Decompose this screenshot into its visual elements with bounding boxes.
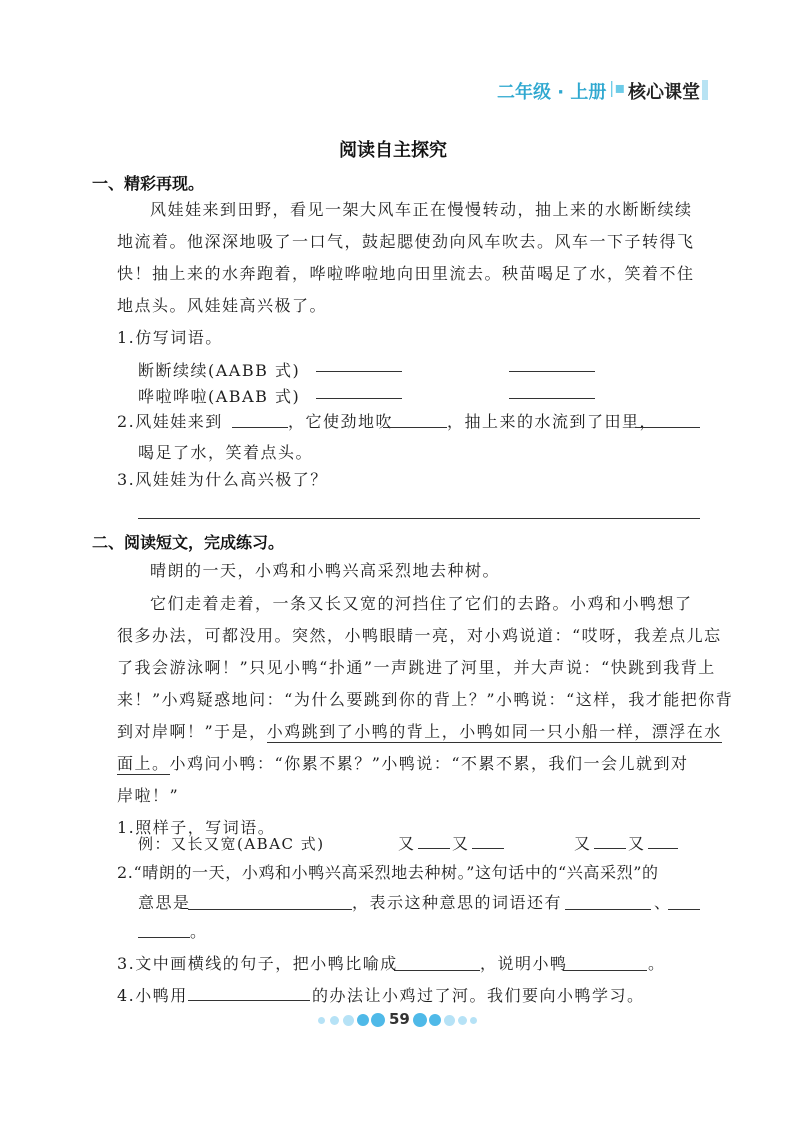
footer-dot-left-4 [357,1014,369,1026]
s2-q2-line1: 2.“晴朗的一天，小鸡和小鸭兴高采烈地去种树。”这句话中的“兴高采烈”的 [117,863,659,882]
s2-q1-example: 例：又长又宽(ABAC 式) [138,835,325,853]
footer-dot-left-2 [330,1016,339,1025]
footer-dot-right-4 [458,1016,467,1025]
footer-dot-right-5 [470,1017,477,1024]
section1-passage-line-1: 风娃娃来到田野，看见一架大风车正在慢慢转动，抽上来的水断断续续 [150,200,693,219]
section1-passage-line-3: 快！抽上来的水奔跑着，哗啦哗啦地向田里流去。秧苗喝足了水，笑着不住 [117,264,695,283]
s2-q1-b-blank-2[interactable] [648,848,678,849]
s2-q1-b-you-1: 又 [574,834,592,853]
footer-dot-left-1 [318,1017,325,1024]
s1-q2-blank-3[interactable] [636,427,700,428]
s1-q2-part1: 2.风娃娃来到 [117,412,223,431]
s1-q1-row1-answer-a[interactable] [316,371,402,372]
s1-q2-part3: ，抽上来的水流到了田里， [447,412,658,431]
header-grade: 二年级 · 上册 [497,82,607,103]
section2-passage-line-7: 岸啦！” [117,786,180,805]
s2-q1-a-you-2: 又 [452,834,470,853]
s1-q1-row1-label: 断断续续(AABB 式) [138,361,301,380]
footer-dot-left-3 [343,1015,354,1026]
s2-q2-part3: 、 [654,893,672,912]
s1-q1-row2-answer-b[interactable] [509,398,595,399]
s1-q1-label: 1.仿写词语。 [117,328,223,347]
s2-q2-blank-2[interactable] [565,909,651,910]
s2-q2-part1: 意思是 [138,893,191,912]
footer-dot-right-3 [444,1015,455,1026]
page-number: 59 [389,1010,410,1028]
s1-q2-blank-1[interactable] [232,427,288,428]
s2-q1-a-blank-1[interactable] [418,848,450,849]
section2-passage-line-6 [117,748,689,780]
s2-q4-blank-1[interactable] [188,1000,310,1001]
s1-q1-row1-answer-b[interactable] [509,371,595,372]
line5-pre: 到对岸啊！”于是， [117,722,267,741]
section2-passage-line-4: 来！”小鸡疑惑地问：“为什么要跳到你的背上？”小鸭说：“这样，我才能把你背 [117,690,734,709]
section2-passage-line-1: 它们走着走着，一条又长又宽的河挡住了它们的去路。小鸡和小鸭想了 [150,594,693,613]
s2-q1-label: 1.照样子，写词语。 [117,818,276,837]
footer-dot-right-1 [413,1013,427,1027]
section1-heading: 一、精彩再现。 [92,174,205,193]
s1-q3-answer-line[interactable] [138,518,700,519]
s1-q1-row2-answer-a[interactable] [316,398,402,399]
s2-q4-part1: 4.小鸭用 [117,986,188,1005]
s1-q2-part2: ，它使劲地吹 [288,412,394,431]
header-topic: 核心课堂 [628,82,700,103]
s1-q1-row2-label: 哗啦哗啦(ABAB 式) [138,387,301,406]
s1-q3-label: 3.风娃娃为什么高兴极了？ [117,470,328,489]
s2-q1-b-blank-1[interactable] [594,848,626,849]
s1-q2-line2: 喝足了水，笑着点头。 [138,443,314,462]
s1-q2-blank-2[interactable] [383,427,447,428]
s2-q3-blank-2[interactable] [563,970,647,971]
s2-q3-end: 。 [648,954,666,973]
s2-q2-end: 。 [190,922,208,941]
underlined-sentence-part-1: 小鸡跳到了小鸭的背上，小鸭如同一只小船一样，漂浮在水 [266,722,722,741]
s2-q3-blank-1[interactable] [394,970,480,971]
s2-q1-a-blank-2[interactable] [472,848,504,849]
s2-q4-part2: 的办法让小鸡过了河。我们要向小鸭学习。 [312,986,645,1005]
s2-q1-b-you-2: 又 [628,834,646,853]
s2-q2-blank-3[interactable] [668,909,700,910]
s2-q3-part2: ，说明小鸭 [480,954,568,973]
footer-dot-right-2 [429,1014,441,1026]
page-title: 阅读自主探究 [339,140,447,161]
header-divider: |▪ [609,78,626,97]
s2-q2-blank-1[interactable] [188,909,352,910]
section1-passage-line-4: 地点头。风娃娃高兴极了。 [117,296,328,315]
section2-passage-line-5 [117,716,722,748]
header-accent-bar [702,80,708,100]
s2-q2-part2: ，表示这种意思的词语还有 [352,893,563,912]
s2-q3-part1: 3.文中画横线的句子，把小鸭比喻成 [117,954,398,973]
section2-passage-line-2: 很多办法，可都没用。突然，小鸭眼睛一亮，对小鸡说道：“哎呀，我差点儿忘 [117,626,722,645]
s2-q2-blank-4[interactable] [138,937,190,938]
footer-dot-left-5 [371,1013,385,1027]
line6-post: 小鸡问小鸭：“你累不累？”小鸭说：“不累不累，我们一会儿就到对 [169,754,689,773]
section1-passage-line-2: 地流着。他深深地吸了一口气，鼓起腮使劲向风车吹去。风车一下子转得飞 [117,232,695,251]
section2-heading: 二、阅读短文，完成练习。 [92,533,285,552]
s2-q1-a-you-1: 又 [398,834,416,853]
section2-passage-line-3: 了我会游泳啊！”只见小鸭“扑通”一声跳进了河里，并大声说：“快跳到我背上 [117,658,716,677]
underlined-sentence-part-2: 面上。 [117,754,170,773]
section2-passage-first: 晴朗的一天，小鸡和小鸭兴高采烈地去种树。 [150,561,501,580]
